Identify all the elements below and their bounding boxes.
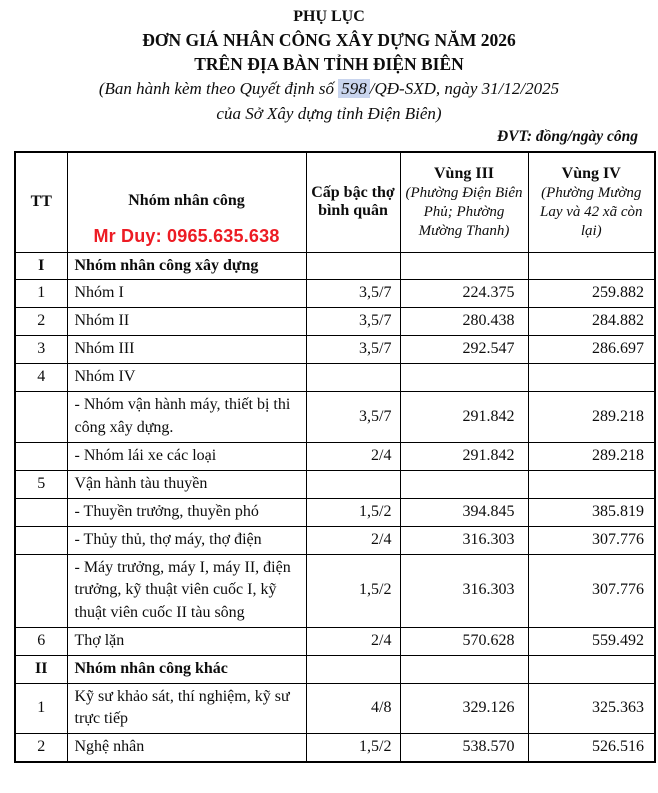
cell-name: Nhóm III [67,336,306,364]
cell-vung-4 [528,655,655,683]
decision-number-highlight: 598 [338,79,370,98]
cell-vung-4 [528,364,655,392]
cell-vung-3: 538.570 [400,733,528,761]
cell-tt: 6 [15,627,67,655]
cell-cap-bac: 3,5/7 [306,280,400,308]
cell-name: - Thuyền trưởng, thuyền phó [67,498,306,526]
doc-title-line1: ĐƠN GIÁ NHÂN CÔNG XÂY DỰNG NĂM 2026 [142,30,516,50]
cell-vung-3: 224.375 [400,280,528,308]
cell-name: Nhóm nhân công xây dựng [67,252,306,280]
cell-cap-bac: 3,5/7 [306,392,400,442]
col-header-nhom-inner [71,156,303,248]
cell-vung-4: 559.492 [528,627,655,655]
cell-tt [15,442,67,470]
col-header-nhom-label: Nhóm nhân công [128,192,245,210]
table-row [15,498,655,526]
document-header [0,6,658,147]
cell-vung-4 [528,470,655,498]
table-row [15,554,655,627]
cell-cap-bac: 2/4 [306,526,400,554]
table-row [15,392,655,442]
table-row [15,627,655,655]
table-header-row [15,152,655,252]
col-header-nhom-nhan-cong [67,152,306,252]
col-header-tt: TT [15,152,67,252]
cell-vung-3: 291.842 [400,392,528,442]
cell-vung-3: 280.438 [400,308,528,336]
table-row [15,470,655,498]
cell-vung-3 [400,252,528,280]
cell-vung-4 [528,252,655,280]
cell-vung-3 [400,470,528,498]
cell-cap-bac: 3,5/7 [306,336,400,364]
cell-name: Nhóm IV [67,364,306,392]
col-header-vung-4-sub: (Phường Mường Lay và 42 xã còn lại) [540,184,643,239]
cell-vung-4: 284.882 [528,308,655,336]
table-row [15,733,655,761]
issuance-note-post: /QĐ-SXD, ngày 31/12/2025 [369,79,560,98]
cell-vung-4: 526.516 [528,733,655,761]
table-row [15,364,655,392]
table-row [15,526,655,554]
cell-name: - Thủy thủ, thợ máy, thợ điện [67,526,306,554]
cell-vung-4: 259.882 [528,280,655,308]
col-header-vung-3-label: Vùng III [433,164,495,182]
cell-cap-bac [306,470,400,498]
cell-tt: 3 [15,336,67,364]
issuance-note-line1 [0,76,658,101]
cell-tt: II [15,655,67,683]
table-row [15,655,655,683]
cell-cap-bac: 1,5/2 [306,498,400,526]
cell-vung-4: 325.363 [528,683,655,733]
cell-cap-bac: 1,5/2 [306,554,400,627]
issuance-note-line2: của Sở Xây dựng tỉnh Điện Biên) [216,104,442,123]
cell-vung-4: 385.819 [528,498,655,526]
cell-vung-3: 570.628 [400,627,528,655]
col-header-vung-3-sub: (Phường Điện Biên Phủ; Phường Mường Thanh) [405,184,523,239]
cell-vung-4: 307.776 [528,554,655,627]
cell-tt: 1 [15,683,67,733]
cell-cap-bac: 4/8 [306,683,400,733]
cell-vung-4: 289.218 [528,442,655,470]
cell-name: - Máy trưởng, máy I, máy II, điện trưởng, kỹ thuật viên cuốc I, kỹ thuật viên cuốc II tàu sông [67,554,306,627]
table-row [15,308,655,336]
cell-vung-3 [400,655,528,683]
cell-cap-bac [306,655,400,683]
cell-cap-bac [306,252,400,280]
cell-tt: 2 [15,308,67,336]
unit-note: ĐVT: đồng/ngày công [497,128,638,145]
col-header-vung-4-label: Vùng IV [561,164,621,182]
cell-vung-4: 286.697 [528,336,655,364]
cell-vung-3: 329.126 [400,683,528,733]
cell-cap-bac: 1,5/2 [306,733,400,761]
cell-tt [15,526,67,554]
table-row [15,442,655,470]
cell-name: Nghệ nhân [67,733,306,761]
cell-tt: 1 [15,280,67,308]
table-header [15,152,655,252]
table-row [15,683,655,733]
cell-vung-3: 394.845 [400,498,528,526]
cell-cap-bac: 2/4 [306,442,400,470]
col-header-vung-3 [400,152,528,252]
page-title: PHỤ LỤC [293,8,365,25]
cell-cap-bac [306,364,400,392]
col-header-cap-bac: Cấp bậc thợ bình quân [306,152,400,252]
contact-watermark: Mr Duy: 0965.635.638 [93,226,280,247]
labor-cost-table [14,151,656,763]
issuance-note-pre: (Ban hành kèm theo Quyết định số [98,79,339,98]
cell-vung-3: 316.303 [400,554,528,627]
cell-tt [15,554,67,627]
cell-name: Nhóm II [67,308,306,336]
cell-cap-bac: 2/4 [306,627,400,655]
table-row [15,336,655,364]
cell-tt: I [15,252,67,280]
doc-title-line2: TRÊN ĐỊA BÀN TỈNH ĐIỆN BIÊN [194,54,464,74]
cell-vung-3: 291.842 [400,442,528,470]
cell-vung-3: 292.547 [400,336,528,364]
cell-tt [15,392,67,442]
cell-vung-3 [400,364,528,392]
table-row [15,252,655,280]
cell-tt: 2 [15,733,67,761]
cell-name: Kỹ sư khảo sát, thí nghiệm, kỹ sư trực tiếp [67,683,306,733]
cell-name: - Nhóm lái xe các loại [67,442,306,470]
cell-vung-4: 307.776 [528,526,655,554]
cell-name: Nhóm nhân công khác [67,655,306,683]
col-header-vung-4 [528,152,655,252]
cell-name: Nhóm I [67,280,306,308]
cell-tt [15,498,67,526]
cell-name: Thợ lặn [67,627,306,655]
cell-vung-3: 316.303 [400,526,528,554]
table-body [15,252,655,762]
cell-cap-bac: 3,5/7 [306,308,400,336]
cell-tt: 5 [15,470,67,498]
table-row [15,280,655,308]
cell-name: - Nhóm vận hành máy, thiết bị thi công xây dựng. [67,392,306,442]
cell-tt: 4 [15,364,67,392]
cell-name: Vận hành tàu thuyền [67,470,306,498]
cell-vung-4: 289.218 [528,392,655,442]
